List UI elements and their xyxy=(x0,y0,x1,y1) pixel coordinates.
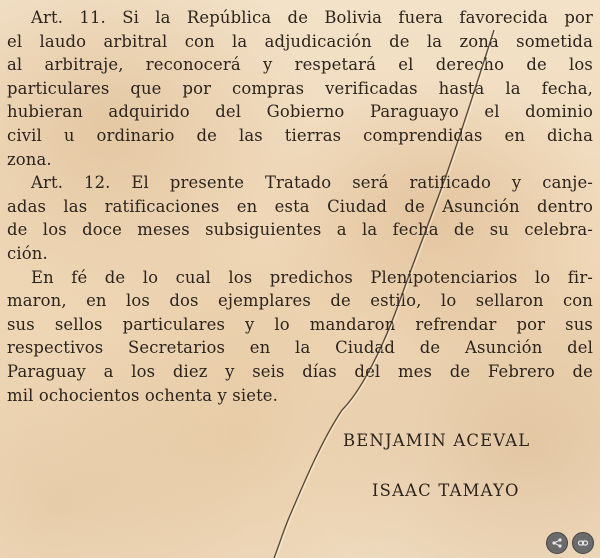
text-line: hubieran adquirido del Gobierno Paraguayo el dominio xyxy=(7,102,593,122)
text-line: particulares que por compras verificadas hasta la fecha, xyxy=(7,78,593,98)
text-line: respectivos Secretarios en la Ciudad de Asunción del xyxy=(7,338,593,358)
share-icon[interactable] xyxy=(546,532,568,554)
corner-controls xyxy=(546,532,594,554)
text-line: adas las ratificaciones en esta Ciudad de Asunción dentro xyxy=(7,196,593,216)
text-line: mil ochocientos ochenta y siete. xyxy=(7,385,279,405)
signature-isaac-tamayo: ISAAC TAMAYO xyxy=(372,481,520,500)
text-line: ción. xyxy=(7,243,48,263)
signature-benjamin-aceval: BENJAMIN ACEVAL xyxy=(343,431,531,450)
text-line: zona. xyxy=(7,149,52,169)
text-line: de los doce meses subsiguientes a la fecha de su celebra- xyxy=(7,220,593,240)
text-line: En fé de lo cual los predichos Plenipotenciarios lo fir- xyxy=(31,267,593,287)
text-line: el laudo arbitral con la adjudicación de la zona sometida xyxy=(7,31,593,51)
link-icon[interactable] xyxy=(572,532,594,554)
paragraph-article-11 xyxy=(7,6,593,171)
paragraph-article-12 xyxy=(7,171,593,265)
paragraph-closing xyxy=(7,266,593,408)
text-line: Art. 11. Si la República de Bolivia fuera favorecida por xyxy=(31,8,593,27)
text-line: sus sellos particulares y lo mandaron refrendar por sus xyxy=(7,314,593,334)
text-line: civil u ordinario de las tierras comprendidas en dicha xyxy=(7,125,593,145)
text-line: maron, en los dos ejemplares de estilo, lo sellaron con xyxy=(7,291,593,311)
text-line: Paraguay a los diez y seis días del mes de Febrero de xyxy=(7,361,593,381)
text-line: Art. 12. El presente Tratado será ratificado y canje- xyxy=(31,173,593,193)
text-line: al arbitraje, reconocerá y respetará el derecho de los xyxy=(7,55,593,75)
document-body xyxy=(7,6,593,407)
